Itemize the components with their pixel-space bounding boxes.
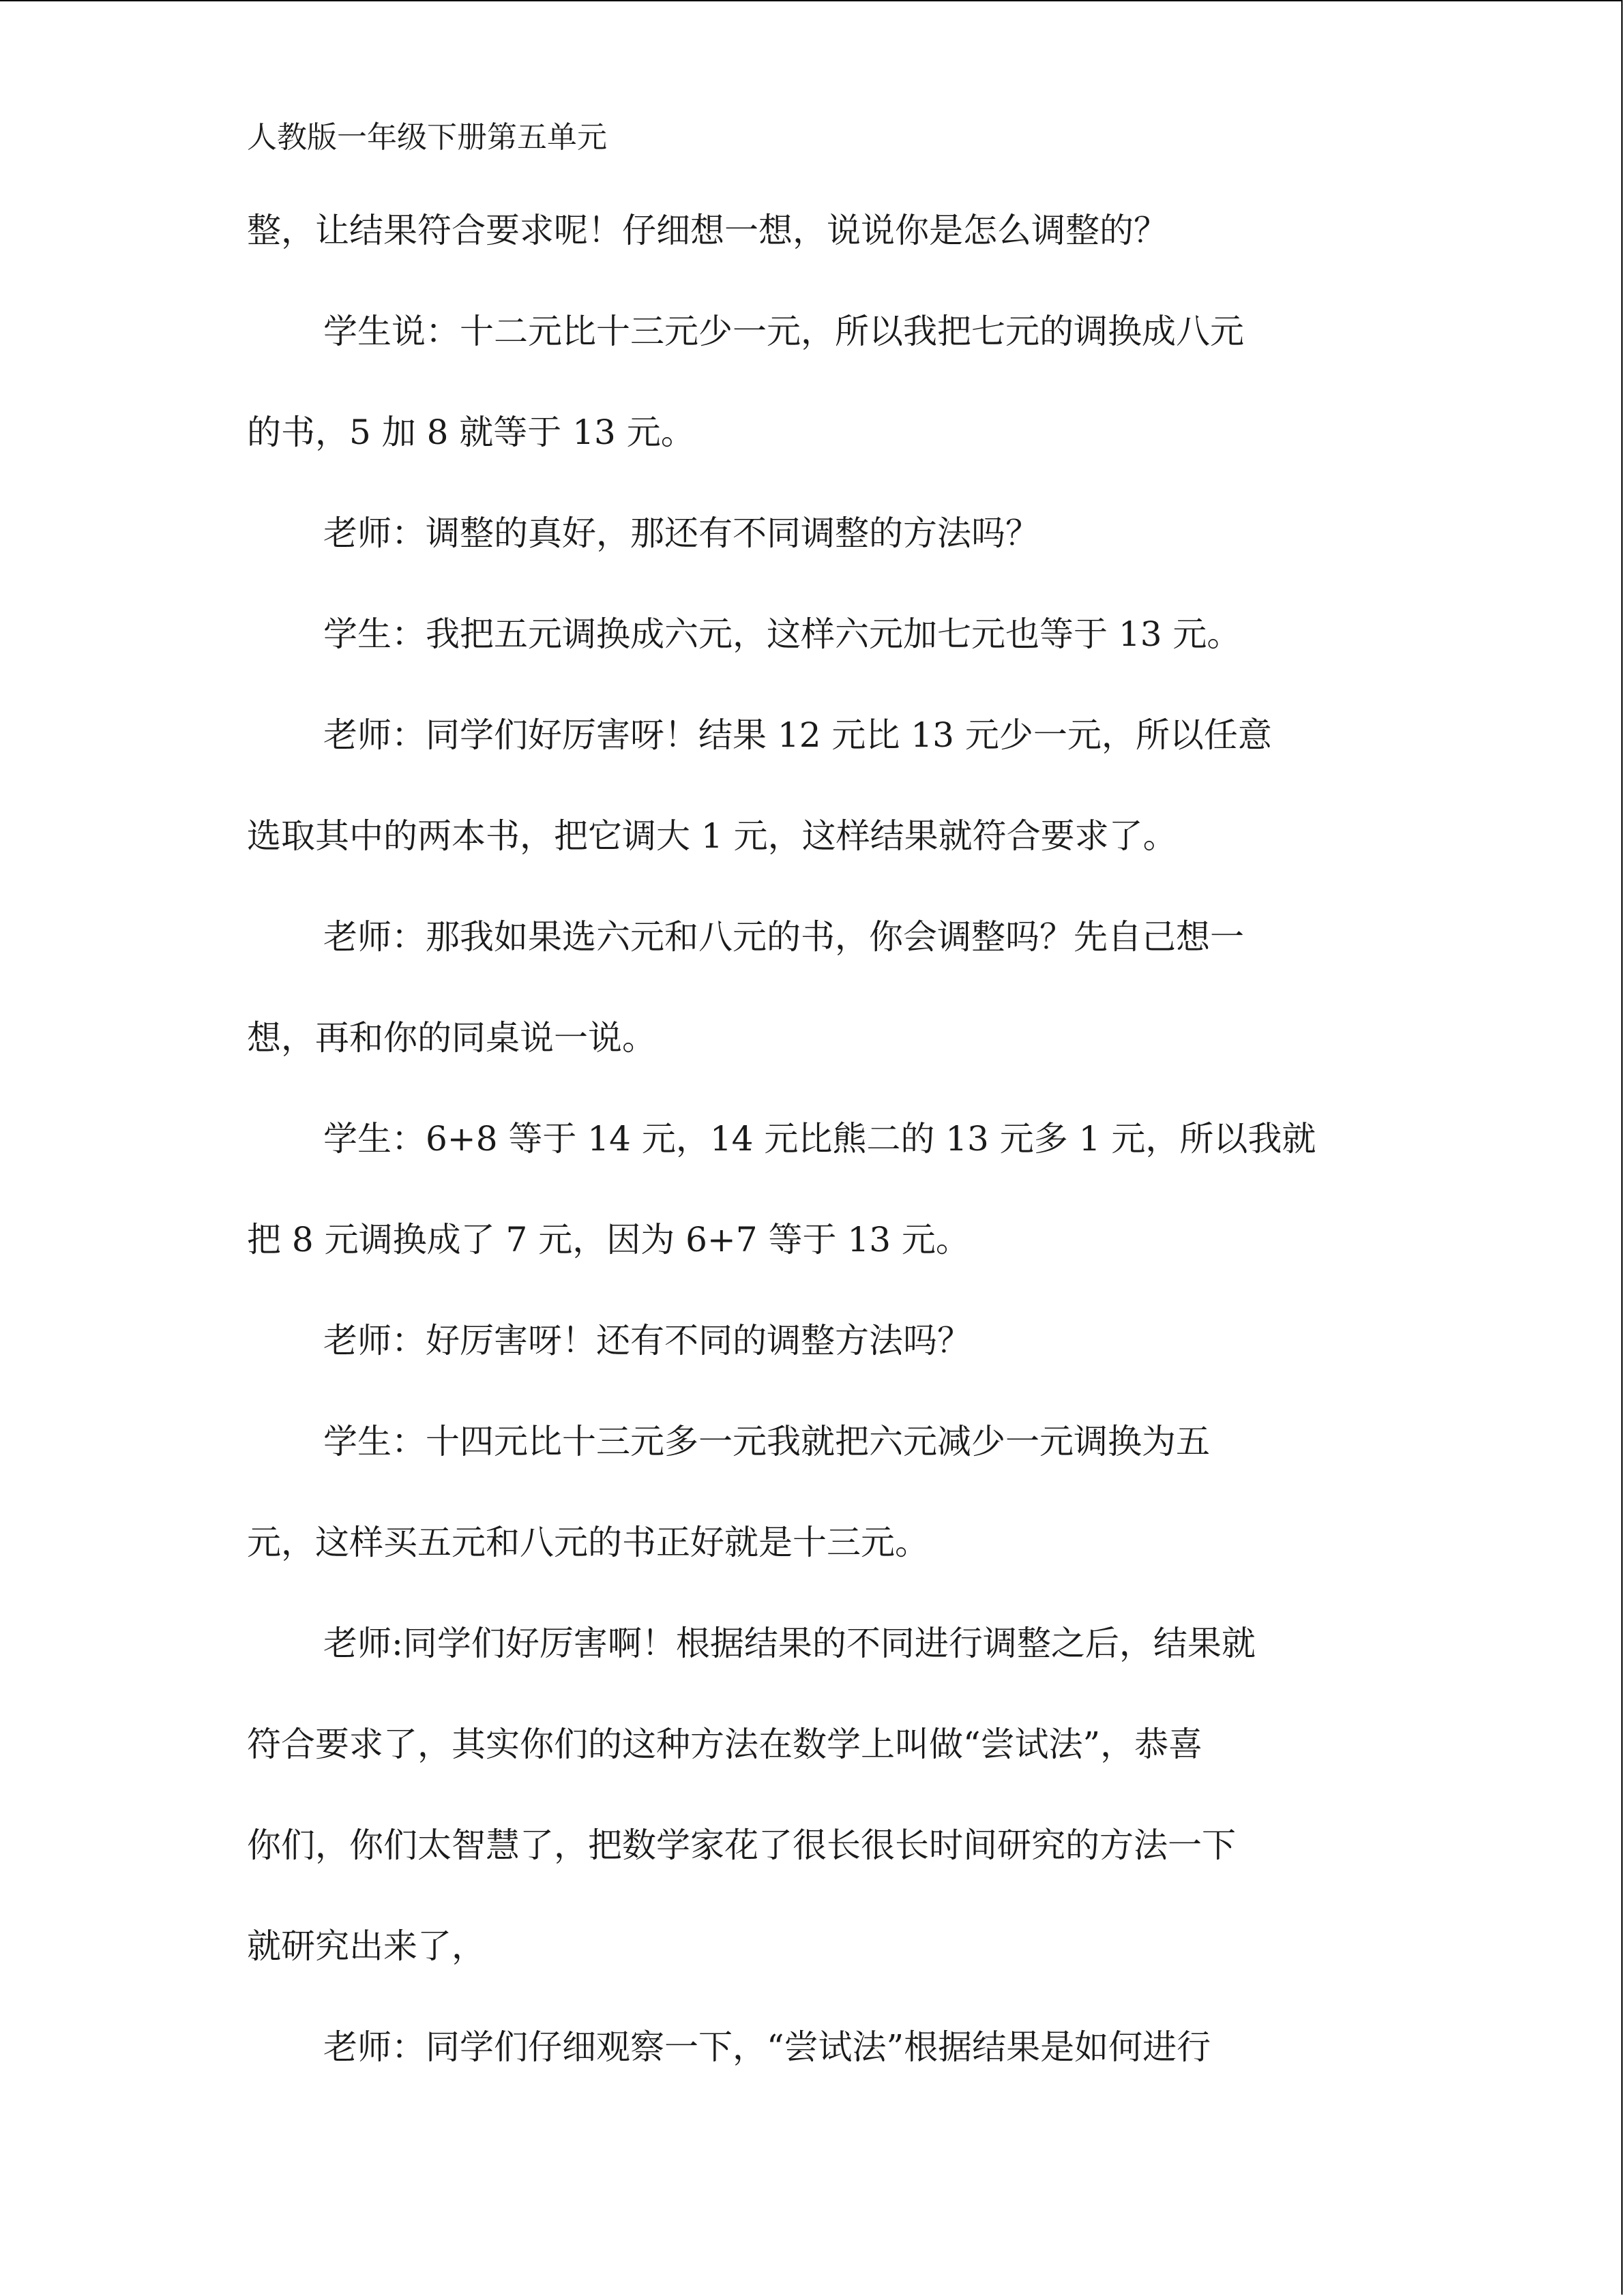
text-line: 的书，5 加 8 就等于 13 元。 (247, 413, 695, 452)
text-line: 老师：同学们仔细观察一下，“尝试法”根据结果是如何进行 (323, 2027, 1211, 2067)
text-line: 就研究出来了， (247, 1926, 486, 1966)
text-line: 符合要求了，其实你们的这种方法在数学上叫做“尝试法”，恭喜 (247, 1725, 1203, 1764)
text-line: 老师：好厉害呀！还有不同的调整方法吗？ (323, 1321, 971, 1360)
text-line: 学生：我把五元调换成六元，这样六元加七元也等于 13 元。 (323, 614, 1241, 654)
text-line: 学生：十四元比十三元多一元我就把六元减少一元调换为五 (323, 1422, 1210, 1461)
text-line: 整，让结果符合要求呢！仔细想一想，说说你是怎么调整的？ (247, 211, 1168, 250)
text-line: 想，再和你的同桌说一说。 (247, 1018, 656, 1058)
page-header: 人教版一年级下册第五单元 (247, 120, 607, 155)
text-line: 老师：同学们好厉害呀！结果 12 元比 13 元少一元，所以任意 (323, 715, 1272, 755)
text-line: 老师：那我如果选六元和八元的书，你会调整吗？先自己想一 (323, 917, 1244, 957)
text-line: 选取其中的两本书，把它调大 1 元，这样结果就符合要求了。 (247, 816, 1177, 856)
text-line: 把 8 元调换成了 7 元，因为 6+7 等于 13 元。 (247, 1220, 970, 1259)
text-line: 你们，你们太智慧了，把数学家花了很长很长时间研究的方法一下 (247, 1825, 1236, 1865)
text-line: 学生说：十二元比十三元少一元，所以我把七元的调换成八元 (323, 312, 1244, 351)
text-line: 学生：6+8 等于 14 元，14 元比熊二的 13 元多 1 元，所以我就 (323, 1119, 1316, 1159)
text-line: 老师:同学们好厉害啊！根据结果的不同进行调整之后，结果就 (323, 1624, 1256, 1663)
document-body (247, 210, 1406, 2068)
text-line: 老师：调整的真好，那还有不同调整的方法吗？ (323, 513, 1039, 553)
text-line: 元，这样买五元和八元的书正好就是十三元。 (247, 1523, 929, 1562)
